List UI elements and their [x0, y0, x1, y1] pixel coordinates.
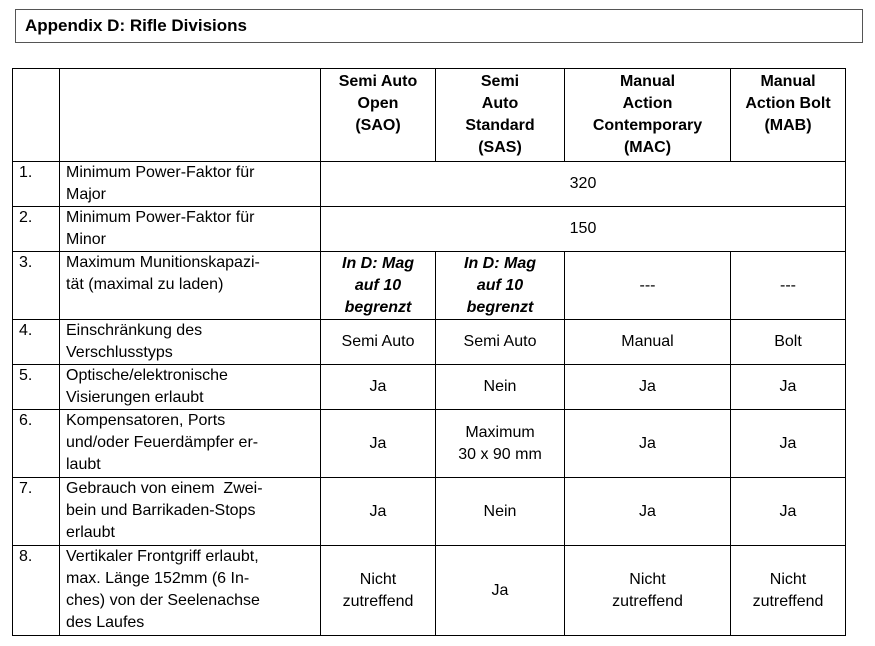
merged-value-cell: 150 — [321, 207, 846, 252]
value-cell-mac: Manual — [565, 320, 731, 365]
page-title: Appendix D: Rifle Divisions — [25, 16, 247, 35]
header-line: Contemporary — [592, 117, 703, 134]
criterion-line: Minimum Power-Faktor für — [66, 164, 255, 181]
value-cell-mab: Ja — [731, 478, 846, 546]
table-row — [13, 478, 846, 546]
row-criterion — [60, 478, 321, 546]
criterion-line: Maximum Munitionskapazi- — [66, 254, 260, 271]
row-number: 7. — [13, 478, 60, 546]
value-cell-mab — [731, 546, 846, 636]
criterion-line: laubt — [66, 456, 101, 473]
header-line: Open — [357, 95, 399, 112]
header-cell-mab — [731, 69, 846, 162]
header-line: Auto — [481, 95, 519, 112]
value-cell-sas: Semi Auto — [436, 320, 565, 365]
criterion-line: Visierungen erlaubt — [66, 389, 204, 406]
value-cell-sas — [436, 410, 565, 478]
value-cell-sas: Nein — [436, 478, 565, 546]
row-criterion — [60, 546, 321, 636]
criterion-line: Minimum Power-Faktor für — [66, 209, 255, 226]
value-line: In D: Mag — [342, 254, 414, 272]
header-cell-mac — [565, 69, 731, 162]
merged-value-cell: 320 — [321, 162, 846, 207]
criterion-line: und/oder Feuerdämpfer er- — [66, 434, 259, 451]
row-criterion — [60, 320, 321, 365]
value-cell-sas: Ja — [436, 546, 565, 636]
value-cell-sao — [321, 546, 436, 636]
row-number: 6. — [13, 410, 60, 478]
value-cell-mac: Ja — [565, 365, 731, 410]
value-line: zutreffend — [342, 592, 414, 610]
table-row — [13, 320, 846, 365]
criterion-line: Kompensatoren, Ports — [66, 412, 226, 429]
row-criterion — [60, 410, 321, 478]
value-cell-sao: Semi Auto — [321, 320, 436, 365]
row-criterion — [60, 252, 321, 320]
row-number: 1. — [13, 162, 60, 207]
table-row — [13, 207, 846, 252]
value-cell-sao: Ja — [321, 478, 436, 546]
header-cell-number — [13, 69, 60, 162]
row-criterion — [60, 207, 321, 252]
criterion-line: Major — [66, 186, 107, 203]
criterion-line: Einschränkung des — [66, 322, 203, 339]
value-line: begrenzt — [344, 298, 412, 316]
row-criterion — [60, 162, 321, 207]
header-line: Action Bolt — [745, 95, 831, 112]
value-line: auf 10 — [354, 276, 402, 294]
value-cell-mac: Ja — [565, 478, 731, 546]
value-cell-mab: --- — [731, 252, 846, 320]
table-row — [13, 365, 846, 410]
header-line: Manual — [619, 73, 676, 90]
value-cell-mac: --- — [565, 252, 731, 320]
value-cell-sas: Nein — [436, 365, 565, 410]
value-line: Nicht — [629, 570, 666, 588]
value-line: Nicht — [359, 570, 397, 588]
value-cell-sao — [321, 252, 436, 320]
value-line: Nicht — [769, 570, 807, 588]
value-cell-mab: Bolt — [731, 320, 846, 365]
value-line: begrenzt — [466, 298, 534, 316]
value-line: 30 x 90 mm — [458, 445, 542, 463]
row-number: 3. — [13, 252, 60, 320]
criterion-line: bein und Barrikaden-Stops — [66, 502, 256, 519]
value-cell-sas — [436, 252, 565, 320]
rifle-divisions-table — [12, 68, 846, 636]
criterion-line: ches) von der Seelenachse — [66, 592, 260, 609]
header-row — [13, 69, 846, 162]
criterion-line: Gebrauch von einem Zwei- — [66, 480, 263, 497]
header-line: Semi — [480, 73, 520, 90]
table-row — [13, 252, 846, 320]
row-number: 2. — [13, 207, 60, 252]
row-number: 4. — [13, 320, 60, 365]
value-cell-mab: Ja — [731, 365, 846, 410]
criterion-line: Verschlusstyps — [66, 344, 173, 361]
criterion-line: tät (maximal zu laden) — [66, 276, 224, 293]
header-cell-criterion — [60, 69, 321, 162]
header-cell-sas — [436, 69, 565, 162]
row-criterion — [60, 365, 321, 410]
header-line: (MAB) — [764, 117, 812, 134]
criterion-line: erlaubt — [66, 524, 115, 541]
header-line: Semi Auto — [338, 73, 418, 90]
value-line: auf 10 — [476, 276, 524, 294]
header-line: (SAS) — [478, 139, 522, 156]
criterion-line: max. Länge 152mm (6 In- — [66, 570, 250, 587]
value-line: zutreffend — [752, 592, 824, 610]
value-cell-sao: Ja — [321, 365, 436, 410]
header-line: Manual — [760, 73, 816, 90]
value-line: Maximum — [465, 423, 535, 441]
criterion-line: des Laufes — [66, 614, 145, 631]
value-line: In D: Mag — [464, 254, 536, 272]
header-line: (SAO) — [355, 117, 401, 134]
criterion-line: Vertikaler Frontgriff erlaubt, — [66, 548, 259, 565]
value-cell-mac: Ja — [565, 410, 731, 478]
criterion-line: Minor — [66, 231, 107, 248]
header-line: Action — [622, 95, 673, 112]
value-cell-sao: Ja — [321, 410, 436, 478]
value-line: zutreffend — [612, 592, 683, 610]
header-line: Standard — [465, 117, 535, 134]
row-number: 5. — [13, 365, 60, 410]
table-row — [13, 410, 846, 478]
row-number: 8. — [13, 546, 60, 636]
criterion-line: Optische/elektronische — [66, 367, 228, 384]
table-row — [13, 546, 846, 636]
appendix-title-box — [15, 9, 863, 43]
header-line: (MAC) — [623, 139, 672, 156]
value-cell-mac — [565, 546, 731, 636]
table-row — [13, 162, 846, 207]
value-cell-mab: Ja — [731, 410, 846, 478]
header-cell-sao — [321, 69, 436, 162]
